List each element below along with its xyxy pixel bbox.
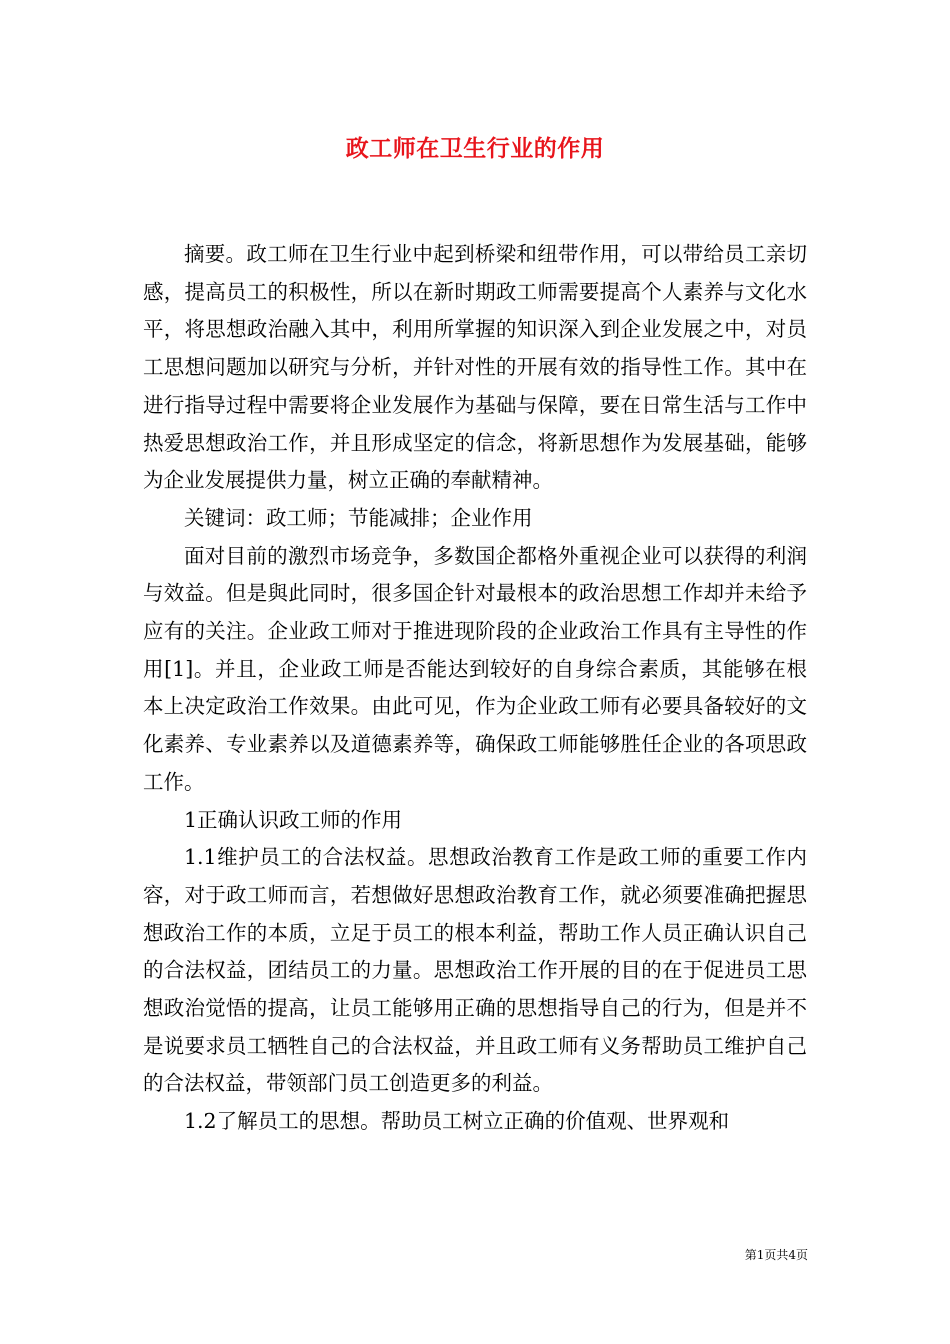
document-body <box>143 236 807 1141</box>
section-heading-1: 1正确认识政工师的作用 <box>184 807 403 832</box>
abstract-paragraph: 摘要。政工师在卫生行业中起到桥梁和纽带作用，可以带给员工亲切感，提高员工的积极性，所以在新时期政工师需要提高个人素养与文化水平，将思想政治融入其中，利用所掌握的知识深入到企业发展之中，对员工思想问题加以研究与分析，并针对性的开展有效的指导性工作。其中在进行指导过程中需要将企业发展作为基础与保障，要在日常生活与工作中热爱思想政治工作，并且形成坚定的信念，将新思想作为发展基础，能够为企业发展提供力量，树立正确的奉献精神。 <box>143 242 807 493</box>
intro-paragraph: 面对目前的激烈市场竞争，多数国企都格外重视企业可以获得的利润与效益。但是與此同时，很多国企针对最根本的政治思想工作却并未给予应有的关注。企业政工师对于推进现阶段的企业政治工作具有主导性的作用[1]。并且，企业政工师是否能达到较好的自身综合素质，其能够在根本上决定政治工作效果。由此可见，作为企业政工师有必要具备较好的文化素养、专业素养以及道德素养等，确保政工师能够胜任企业的各项思政工作。 <box>143 543 807 794</box>
page-number: 第1页共4页 <box>744 1248 808 1262</box>
subsection-1-2-paragraph: 1.2了解员工的思想。帮助员工树立正确的价值观、世界观和 <box>184 1109 730 1134</box>
subsection-1-1-paragraph: 1.1维护员工的合法权益。思想政治教育工作是政工师的重要工作内容，对于政工师而言，若想做好思想政治教育工作，就必须要准确把握思想政治工作的本质，立足于员工的根本利益，帮助工作人员正确认识自己的合法权益，团结员工的力量。思想政治工作开展的目的在于促进员工思想政治觉悟的提高，让员工能够用正确的思想指导自己的行为，但是并不是说要求员工牺牲自己的合法权益，并且政工师有义务帮助员工维护自己的合法权益，带领部门员工创造更多的利益。 <box>143 845 807 1096</box>
document-title: 政工师在卫生行业的作用 <box>345 135 605 162</box>
keywords-paragraph: 关键词：政工师；节能减排；企业作用 <box>184 505 533 530</box>
